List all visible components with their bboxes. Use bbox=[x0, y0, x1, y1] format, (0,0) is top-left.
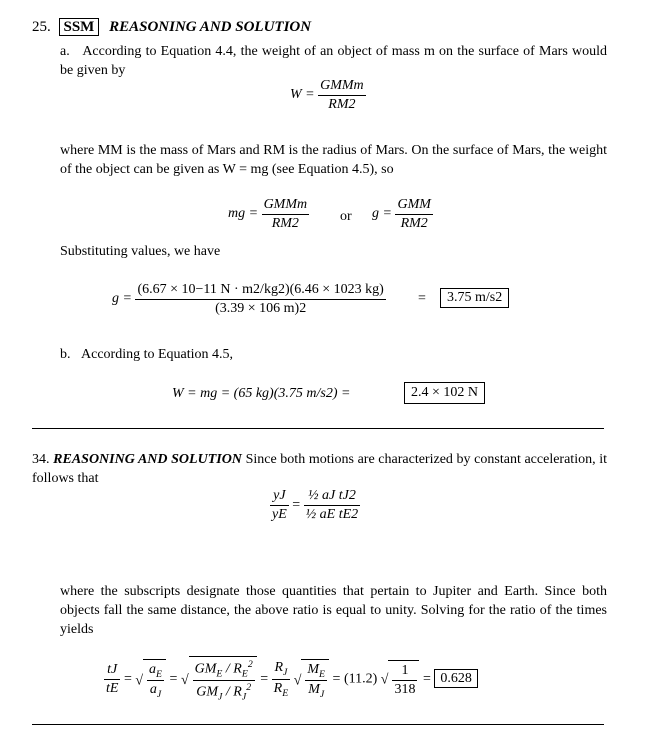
section-heading: REASONING AND SOLUTION bbox=[109, 19, 312, 35]
eq3-numerator: (6.67 × 10−11 N · m2/kg2)(6.46 × 1023 kg) bbox=[135, 282, 385, 300]
final-sqrt-numerator: 1 bbox=[392, 663, 417, 681]
ratio-rhs-numerator: ½ aJ tJ2 bbox=[304, 488, 361, 506]
eq1-numerator: GMMm bbox=[318, 78, 366, 96]
subscripts-paragraph: where the subscripts designate those quantities that pertain to Jupiter and Earth. Since both objects fall the same distance, the above ratio is equal to unity. Solving for the ratio of the times yields bbox=[60, 584, 607, 637]
eq1-denominator: RM2 bbox=[328, 97, 356, 112]
eq3-denominator: (3.39 × 106 m)2 bbox=[215, 301, 307, 316]
section-divider bbox=[32, 428, 604, 429]
problem-34-heading: REASONING AND SOLUTION bbox=[53, 452, 242, 467]
equation-1 bbox=[290, 78, 366, 113]
final-equation: $\frac{tJ}{tE}$ = √ $\frac{a_E}{a_J}$ = √ $\frac{GM_E / R_E^2}{GM_J / R_J^2}$ = $\frac{R_J}{R_E}$ √ $\frac{M_E}{M_J}$ = (11.2) √ $\frac{1}{318}$ = 0.628 bbox=[104, 656, 478, 703]
problem-34-intro bbox=[32, 450, 607, 488]
eq2-or: or bbox=[340, 209, 352, 224]
ratio-numerator: yJ bbox=[270, 488, 289, 506]
eq2-right-denominator: RM2 bbox=[400, 216, 428, 231]
where-paragraph: where MM is the mass of Mars and RM is the radius of Mars. On the surface of Mars, the weight of the object can be given as W = mg (see Equation 4.5), so bbox=[60, 143, 607, 177]
part-a-text: According to Equation 4.4, the weight of an object of mass m on the surface of Mars would be given by bbox=[60, 44, 607, 78]
bottom-divider bbox=[32, 724, 604, 725]
eq2-left-numerator: GMMm bbox=[262, 197, 310, 215]
problem-25-header bbox=[32, 19, 311, 36]
part-a-intro bbox=[60, 42, 607, 80]
substituting-text: Substituting values, we have bbox=[60, 244, 221, 259]
sqrt-1-318: √ $\frac{1}{318}$ bbox=[381, 660, 420, 698]
equation-2-right bbox=[372, 197, 433, 232]
part-a-label: a. bbox=[60, 44, 70, 59]
sqrt-aE-aJ: √ $\frac{a_E}{a_J}$ bbox=[135, 659, 166, 701]
equation-3 bbox=[112, 282, 386, 317]
eq4-result-box: 2.4 × 102 N bbox=[404, 382, 485, 404]
final-factor: (11.2) bbox=[343, 671, 378, 687]
sqrt-gm-ratio: √ $\frac{GM_E / R_E^2}{GM_J / R_J^2}$ bbox=[181, 656, 257, 703]
eq3-equals: = bbox=[418, 291, 426, 306]
final-sqrt-denominator: 318 bbox=[394, 682, 416, 698]
part-b-intro bbox=[60, 345, 607, 364]
sqrt-mass-ratio: √ $\frac{M_E}{M_J}$ bbox=[294, 659, 329, 701]
equation-2-left bbox=[228, 197, 309, 232]
ratio-equation: $\frac{yJ}{yE}$ = $\frac{\text{½ aJ tJ2}}{\text{½ aE tE2}}$ bbox=[272, 488, 359, 522]
eq2-left-denominator: RM2 bbox=[271, 216, 299, 231]
ratio-denominator: yE bbox=[272, 507, 287, 522]
eq2-left-lhs: mg = bbox=[228, 206, 259, 221]
ssm-badge: SSM bbox=[59, 18, 100, 36]
final-lhs-denominator: tE bbox=[106, 680, 119, 696]
final-result-box: 0.628 bbox=[434, 669, 478, 688]
final-lhs-numerator: tJ bbox=[104, 662, 120, 680]
eq1-lhs: W = bbox=[290, 87, 315, 102]
eq2-right-lhs: g = bbox=[372, 206, 392, 221]
eq2-right-numerator: GMM bbox=[395, 197, 432, 215]
eq3-lhs: g = bbox=[112, 291, 132, 306]
part-b-label: b. bbox=[60, 347, 71, 362]
eq3-result-box: 3.75 m/s2 bbox=[440, 288, 509, 308]
part-b-text: According to Equation 4.5, bbox=[81, 347, 234, 362]
problem-number: 25. bbox=[32, 19, 51, 35]
problem-34-intro-text: Since both motions are characterized by constant acceleration, it follows that bbox=[32, 452, 607, 486]
problem-34-number: 34. bbox=[32, 452, 50, 467]
equation-4: W = mg = (65 kg)(3.75 m/s2) = bbox=[172, 386, 351, 401]
ratio-rhs-denominator: ½ aE tE2 bbox=[305, 507, 359, 522]
